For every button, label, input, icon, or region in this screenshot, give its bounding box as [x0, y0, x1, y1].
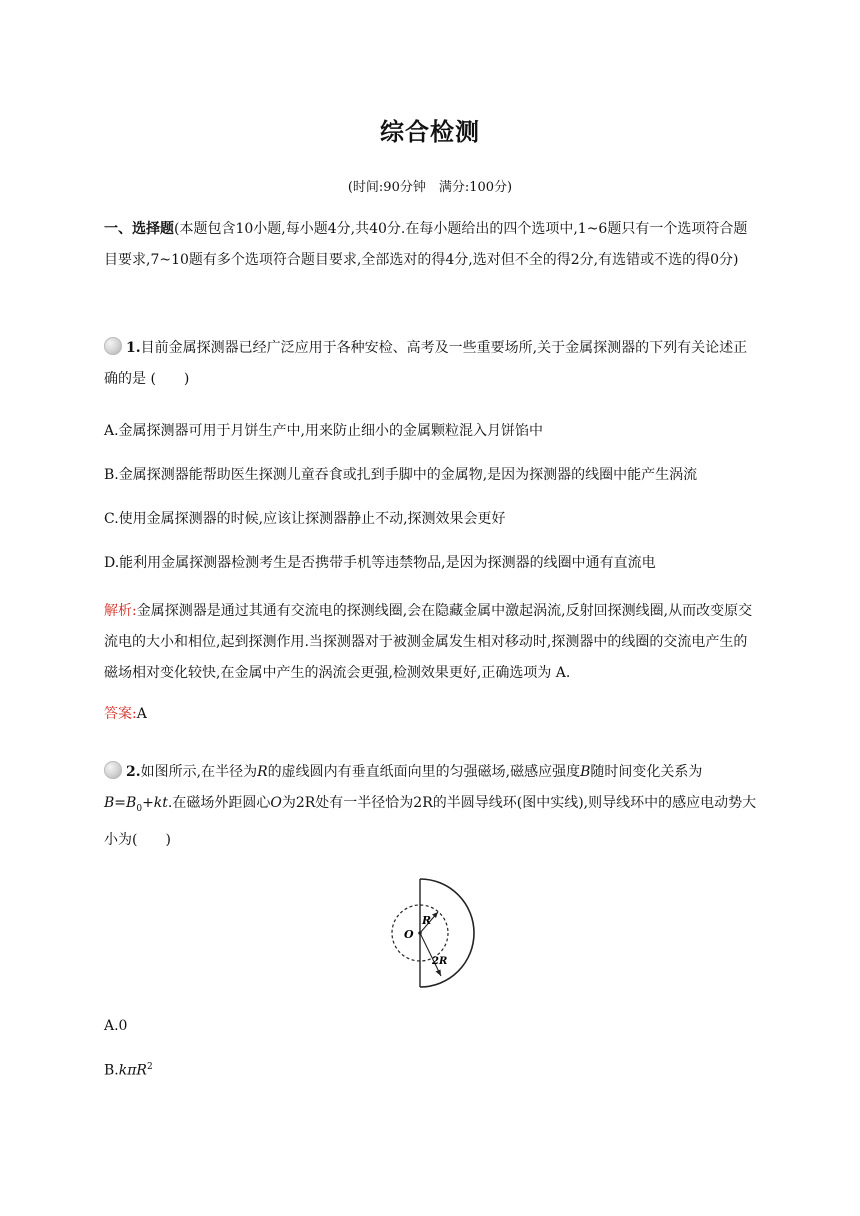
- exam-info: (时间:90分钟 满分:100分): [347, 180, 513, 195]
- symbol-kt: kt: [153, 795, 168, 811]
- radius-2r-arrowhead: [436, 970, 442, 977]
- analysis-text: 金属探测器是通过其通有交流电的探测线圈,会在隐藏金属中激起涡流,反射回探测线圈,从而改变原交流电的大小和相位,起到探测作用.当探测器对于被测金属发生相对移动时,探测器中的线圈的交流电产生的磁场相对变化较快,在金属中产生的涡流会更强,检测效果更好,正确选项为 A.: [104, 603, 753, 681]
- option-c: C.使用金属探测器的时候,应该让探测器静止不动,探测效果会更好: [104, 511, 506, 527]
- option-expression: kπR: [118, 1062, 147, 1079]
- option-b: B.金属探测器能帮助医生探测儿童吞食或扎到手脚中的金属物,是因为探测器的线圈中能产生涡流: [104, 467, 698, 483]
- stem-text: 随时间变化关系为: [590, 764, 703, 780]
- answer-label: 答案:: [104, 706, 137, 722]
- superscript-two: 2: [146, 1062, 153, 1072]
- semicircle-conductor: [420, 879, 474, 987]
- section-description: (本题包含10小题,每小题4分,共40分.在每小题给出的四个选项中,1~6题只有一个选项符合题目要求,7~10题有多个选项符合题目要求,全部选对的得4分,选对但不全的得2分,有选错或不选的得0分): [104, 221, 748, 268]
- subscript-zero: 0: [136, 803, 143, 814]
- question-marker-icon[interactable]: [104, 337, 122, 355]
- question-stem: 目前金属探测器已经广泛应用于各种安检、高考及一些重要场所,关于金属探测器的下列有关论述正确的是 ( ): [104, 340, 748, 387]
- stem-text: 处有一半径恰为: [315, 795, 414, 811]
- equals-sign: =: [114, 795, 127, 811]
- option-a: A.0: [104, 1018, 128, 1034]
- stem-text: .在磁场外距圆心: [167, 795, 271, 811]
- symbol-b: B: [104, 795, 115, 811]
- option-a: A.金属探测器可用于月饼生产中,用来防止细小的金属颗粒混入月饼馅中: [104, 423, 544, 439]
- answer-value: A: [136, 706, 147, 722]
- section-heading: 一、选择题: [104, 221, 174, 237]
- label-2r: 2R: [432, 956, 448, 967]
- analysis: [104, 596, 760, 689]
- option-b: [104, 1062, 784, 1079]
- symbol-o: O: [270, 795, 282, 811]
- magnetic-field-figure: [388, 876, 478, 988]
- symbol-b: B: [580, 764, 591, 780]
- radius-r-arrowhead: [432, 912, 438, 918]
- question-number: 2.: [126, 764, 141, 780]
- symbol-r: R: [257, 764, 268, 780]
- option-d: D.能利用金属探测器检测考生是否携带手机等违禁物品,是因为探测器的线圈中通有直流电: [104, 555, 656, 571]
- question-marker-icon[interactable]: [104, 761, 122, 779]
- stem-text: 为: [281, 795, 296, 811]
- plus-sign: +: [142, 795, 154, 811]
- section-instructions: [104, 214, 760, 276]
- symbol-b0: B: [126, 795, 137, 811]
- page-title: 综合检测: [380, 118, 480, 146]
- question-number: 1.: [126, 340, 141, 356]
- stem-text: 的虚线圆内有垂直纸面向里的匀强磁场,磁感应强度: [267, 764, 581, 780]
- stem-text: 的半圆导线环(图中实线),则导线环中的感应电动势大小为( ): [104, 795, 757, 848]
- option-prefix: B.: [104, 1062, 119, 1079]
- stem-text: 如图所示,在半径为: [140, 764, 258, 780]
- symbol-2r: 2R: [295, 795, 316, 811]
- answer: [104, 703, 147, 723]
- symbol-2r: 2R: [413, 795, 433, 811]
- label-r: R: [422, 914, 432, 927]
- analysis-label: 解析:: [104, 603, 137, 619]
- label-o: O: [404, 928, 414, 941]
- question-1: [104, 333, 760, 395]
- question-2: [104, 757, 760, 856]
